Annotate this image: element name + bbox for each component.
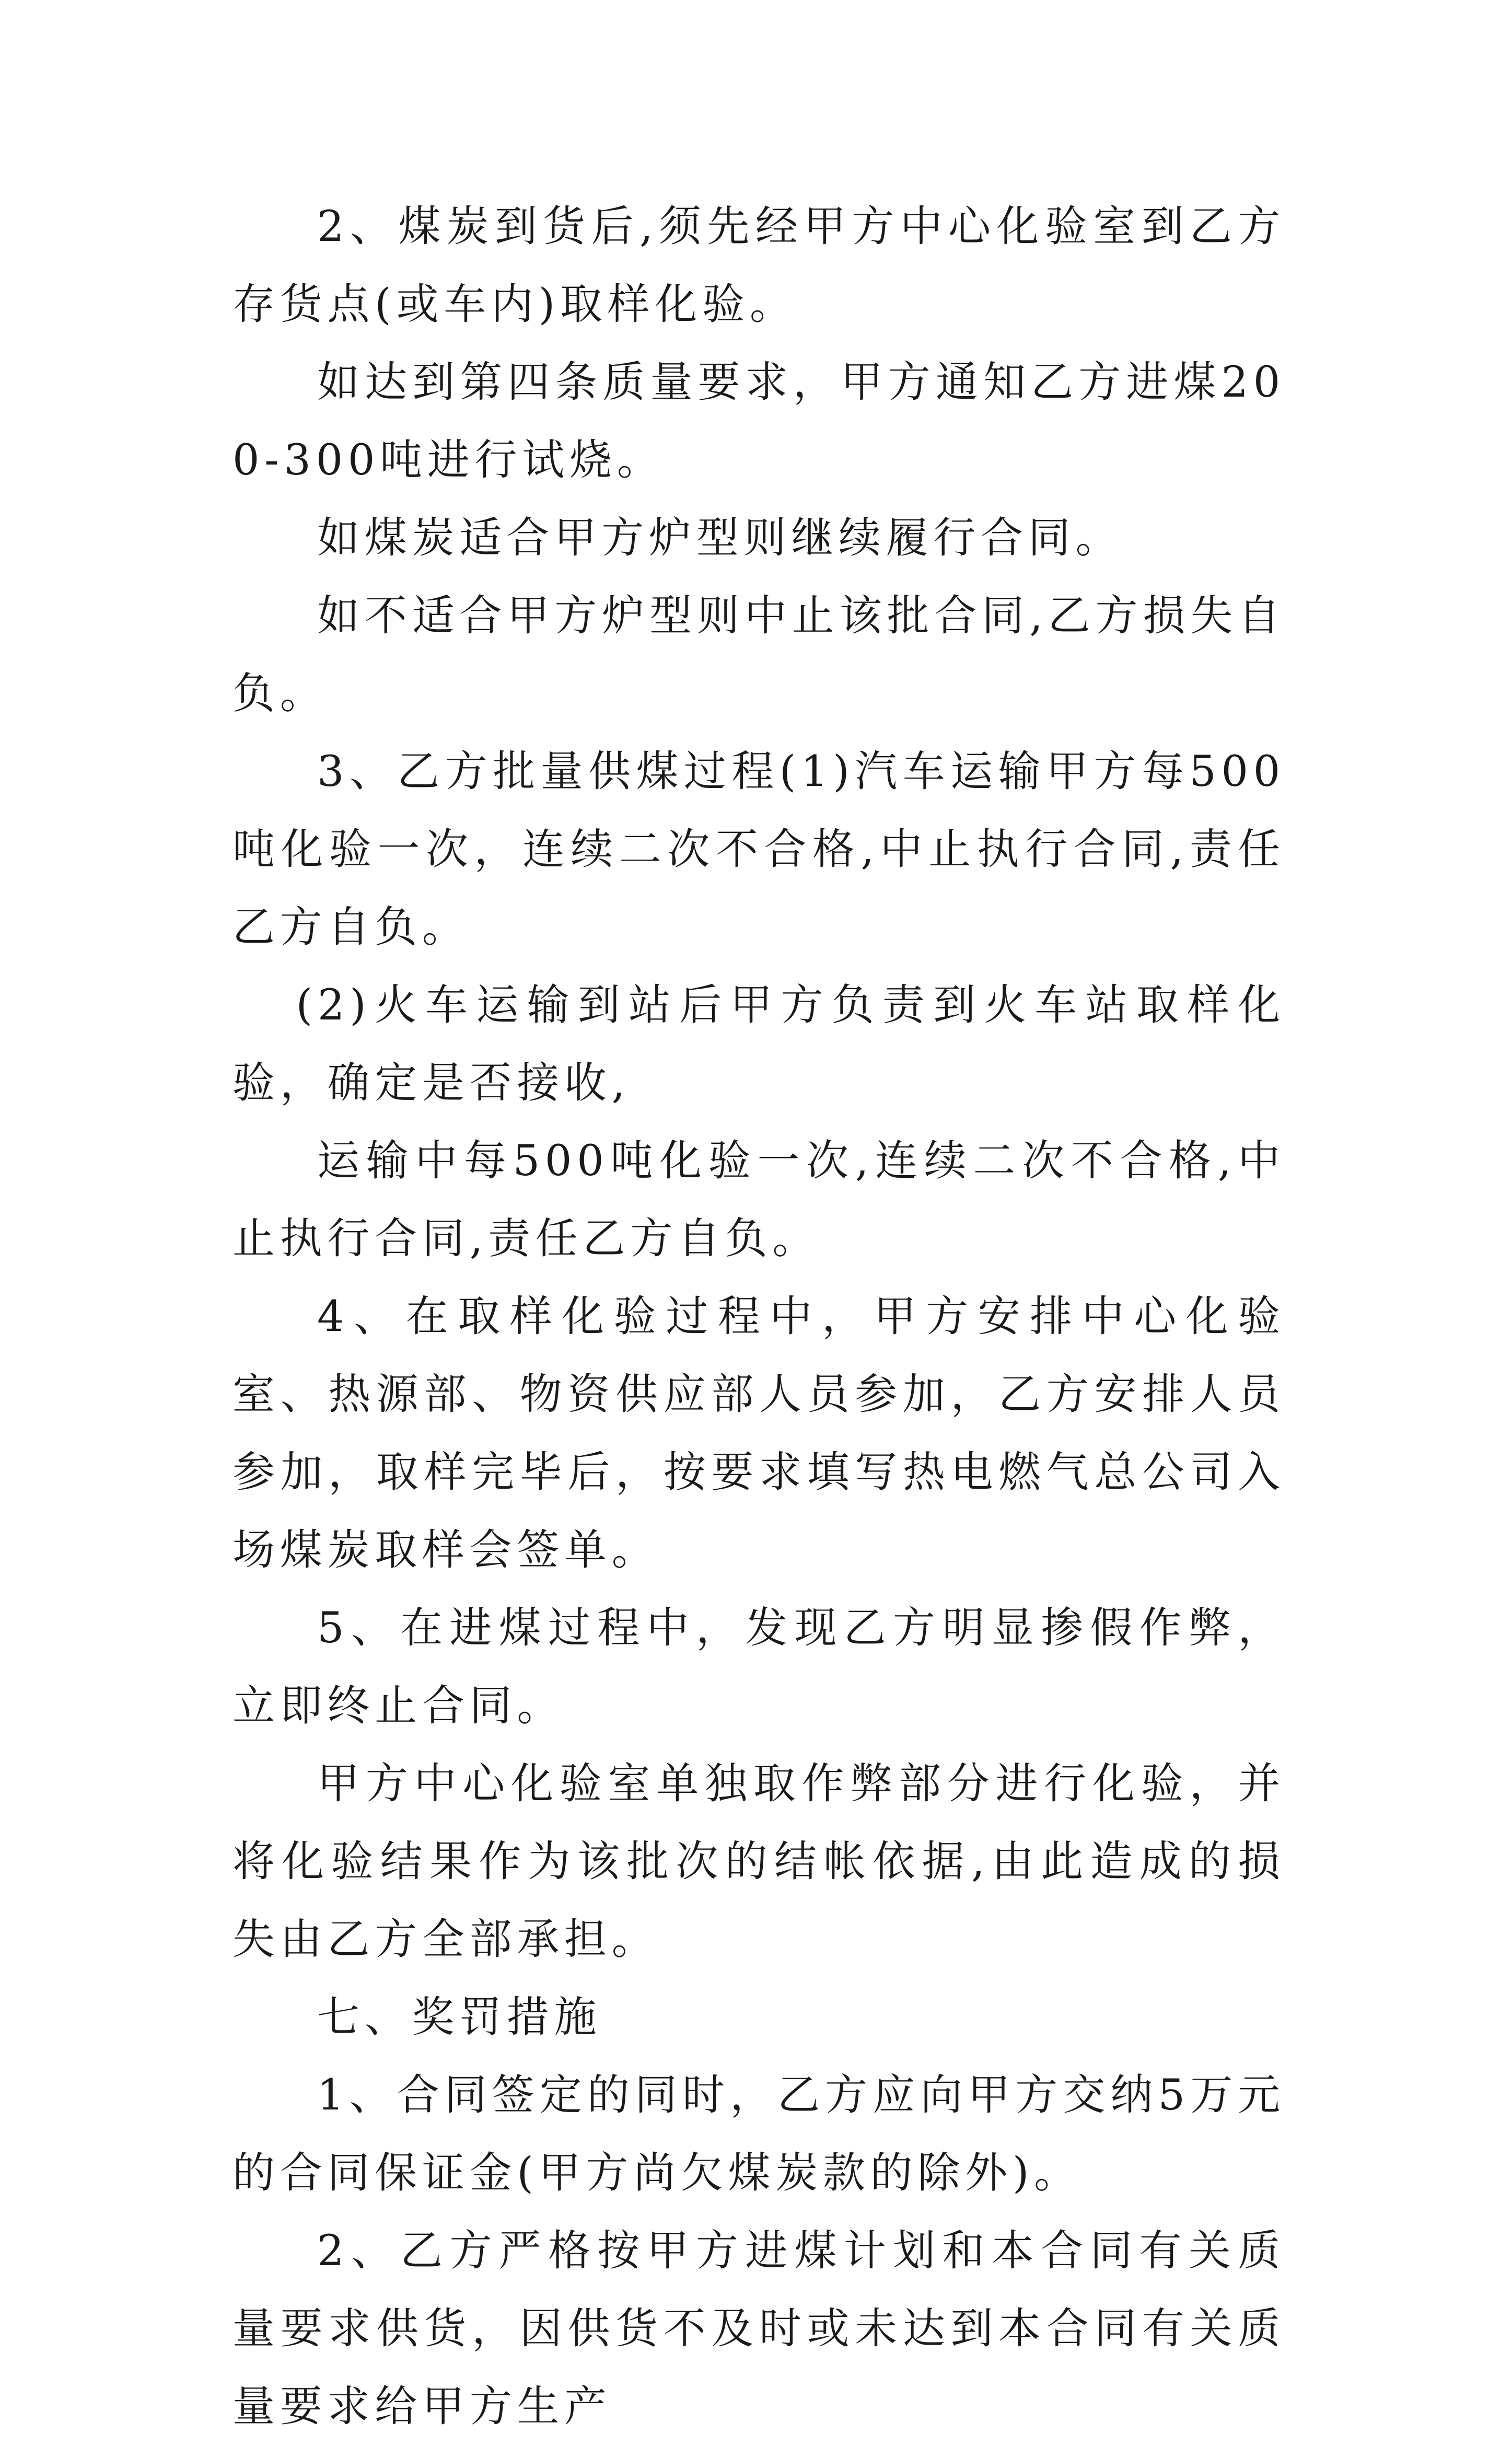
paragraph-coal-arrival-sampling: 2、煤炭到货后,须先经甲方中心化验室到乙方存货点(或车内)取样化验。 [232, 202, 1285, 329]
paragraph-trial-burn: 如达到第四条质量要求，甲方通知乙方进煤200-300吨进行试烧。 [232, 358, 1285, 485]
paragraph-truck-transport: 3、乙方批量供煤过程(1)汽车运输甲方每500吨化验一次，连续二次不合格,中止执行合同,责任乙方自负。 [232, 747, 1285, 952]
paragraph-supply-plan: 2、乙方严格按甲方进煤计划和本合同有关质量要求供货，因供货不及时或未达到本合同有关质量要求给甲方生产 [232, 2227, 1285, 2431]
paragraph-unsuitable-terminate: 如不适合甲方炉型则中止该批合同,乙方损失自负。 [232, 592, 1285, 718]
section-heading-rewards-penalties: 七、奖罚措施 [317, 1993, 602, 2042]
paragraph-fraud-testing: 甲方中心化验室单独取作弊部分进行化验，并将化验结果作为该批次的结帐依据,由此造成的损失由乙方全部承担。 [232, 1759, 1285, 1964]
paragraph-transport-testing: 运输中每500吨化验一次,连续二次不合格,中止执行合同,责任乙方自负。 [232, 1137, 1285, 1263]
paragraph-sampling-participants: 4、在取样化验过程中，甲方安排中心化验室、热源部、物资供应部人员参加，乙方安排人员参加，取样完毕后，按要求填写热电燃气总公司入场煤炭取样会签单。 [232, 1292, 1285, 1575]
document-body [232, 188, 1285, 2446]
paragraph-deposit: 1、合同签定的同时，乙方应向甲方交纳5万元的合同保证金(甲方尚欠煤炭款的除外)。 [232, 2071, 1285, 2198]
paragraph-suitable-continue: 如煤炭适合甲方炉型则继续履行合同。 [317, 514, 1123, 563]
paragraph-rail-transport: (2)火车运输到站后甲方负责到火车站取样化验，确定是否接收, [232, 981, 1285, 1108]
paragraph-fraud-termination: 5、在进煤过程中，发现乙方明显掺假作弊，立即终止合同。 [232, 1604, 1285, 1731]
